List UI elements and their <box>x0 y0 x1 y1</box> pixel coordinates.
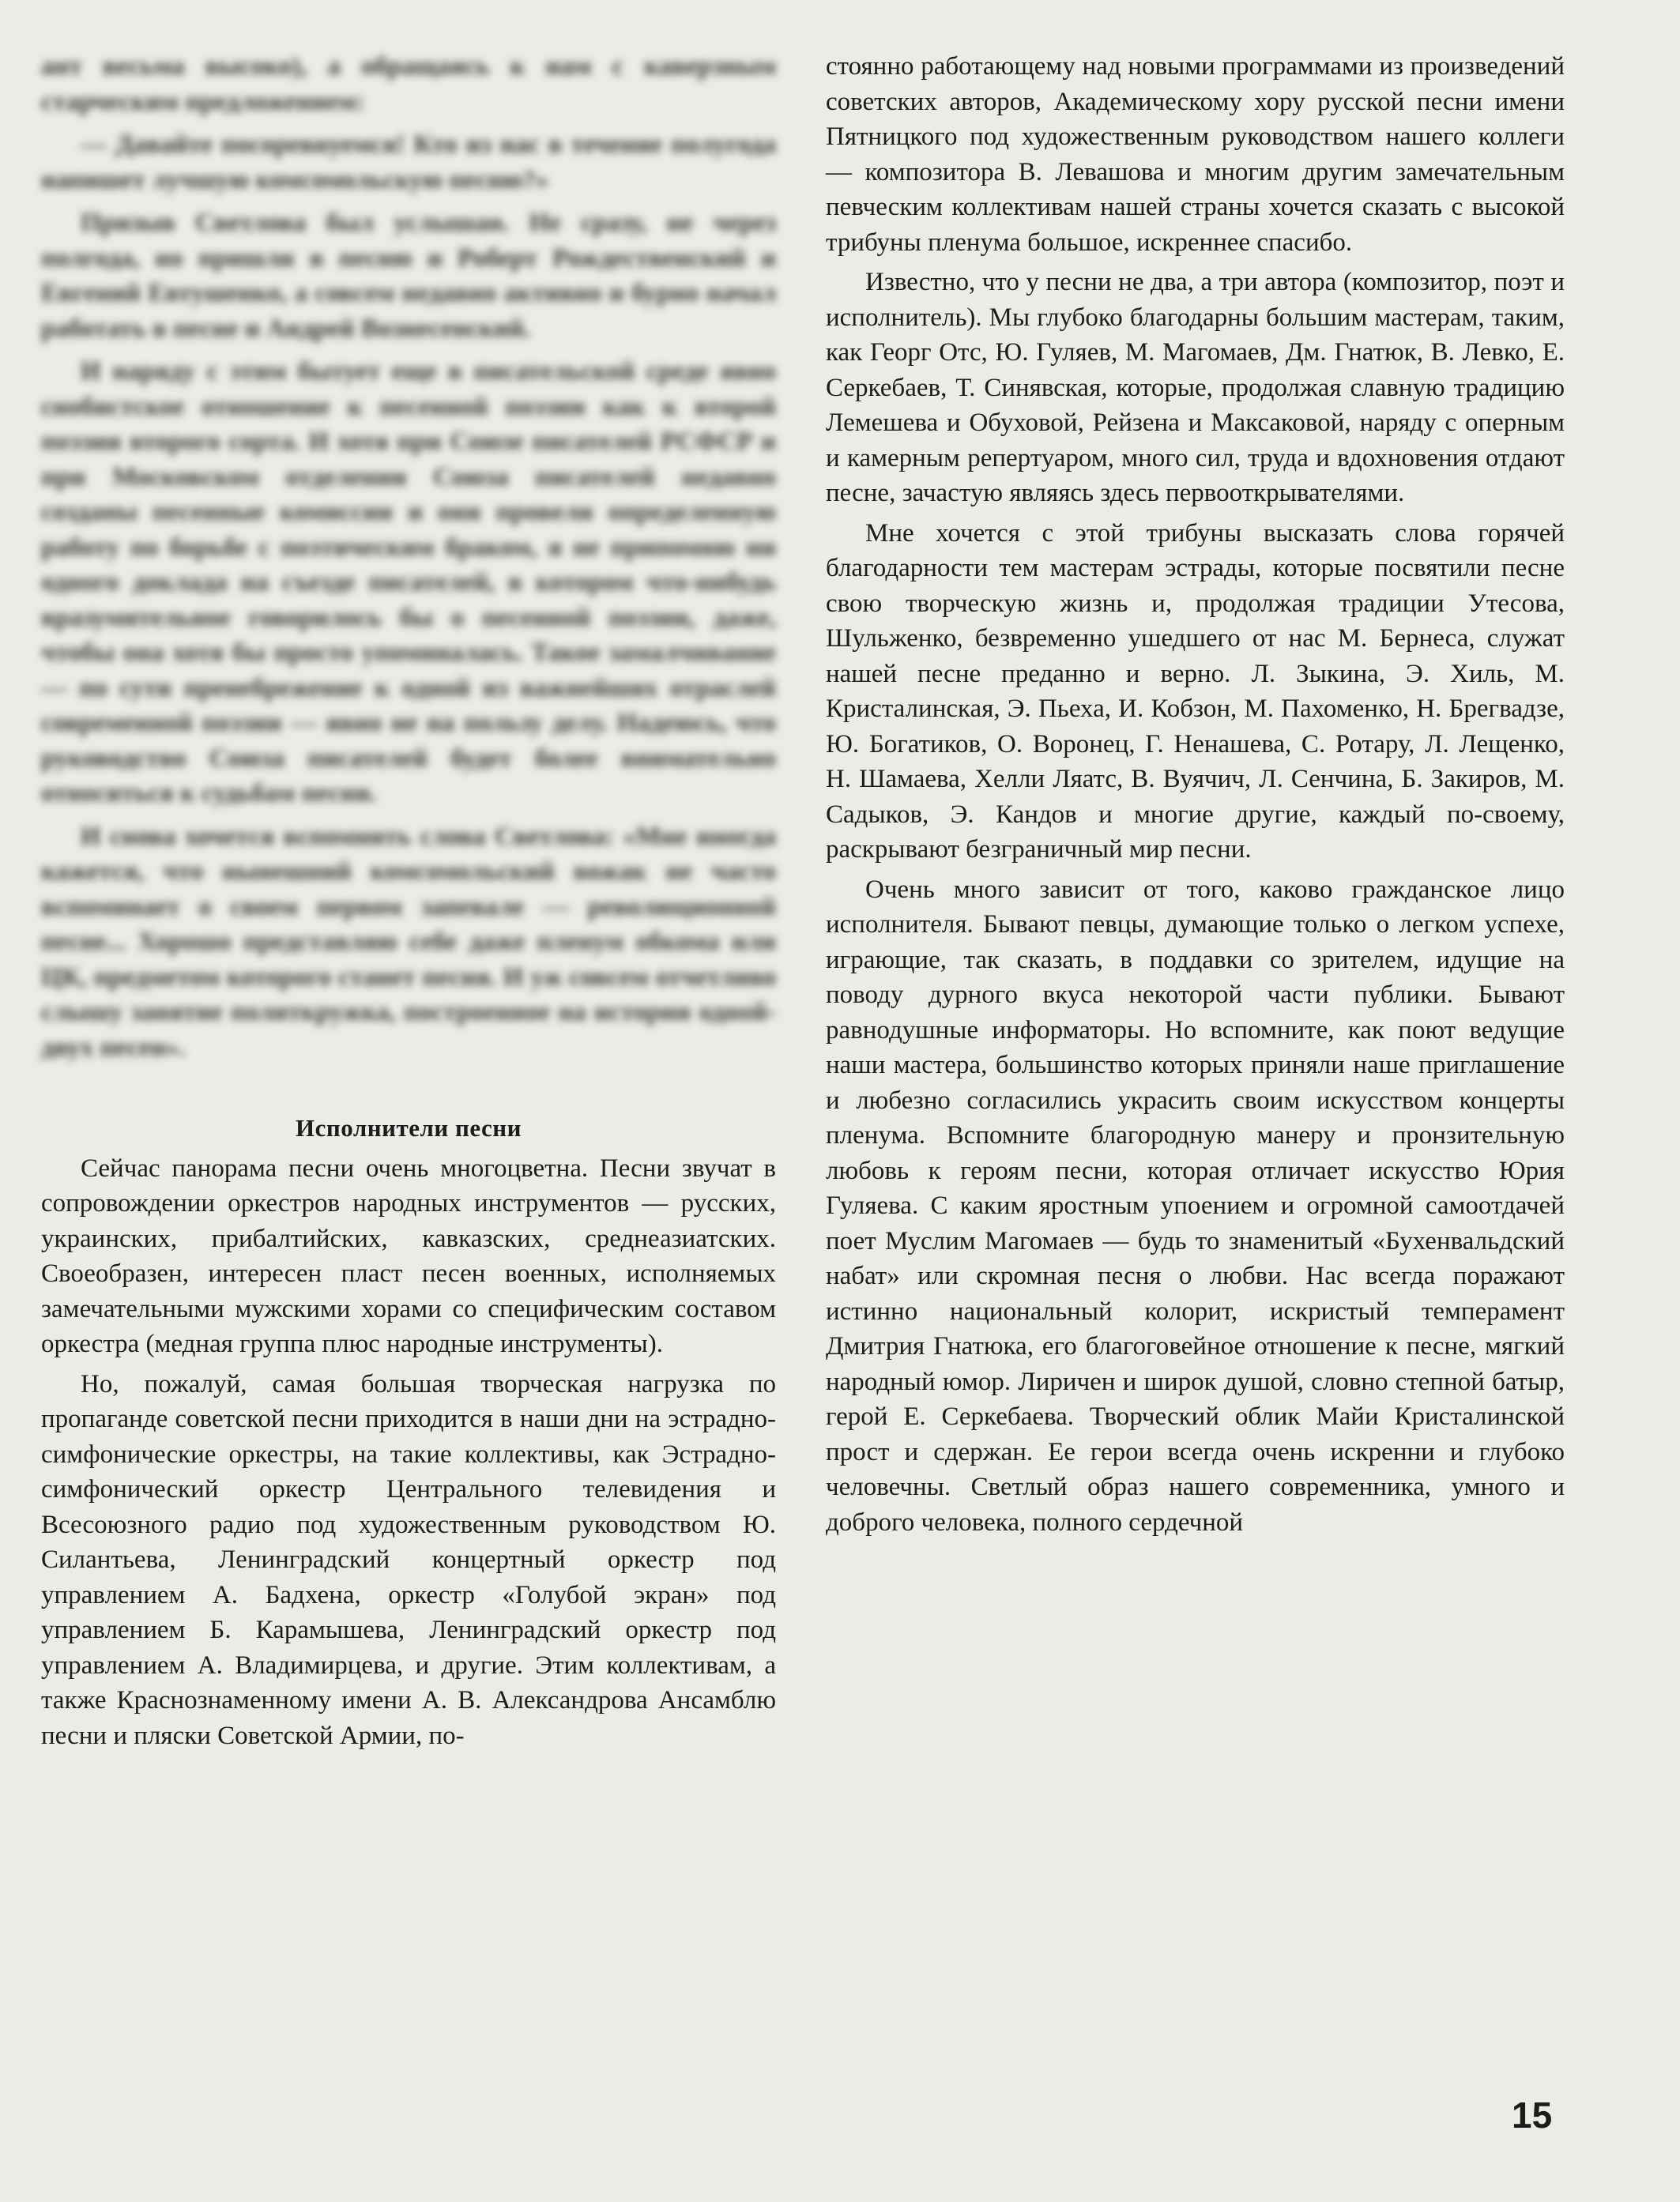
continued-paragraph: стоянно работающему над новыми программами из произведений советских авторов, Академическому хору русской песни имени Пятницкого под художественным руководством нашего коллеги — композитора В. Левашова и многим другим замечательным певческим коллективам нашей страны хочется сказать с высокой трибуны пленума большое, искреннее спасибо. <box>826 52 1565 257</box>
paragraph: Сейчас панорама песни очень многоцветна. Песни звучат в сопровождении оркестров народных инструментов — русских, украинских, прибалтийских, кавказских, среднеазиатских. Своеобразен, интересен пласт песен военных, исполняемых замечательными мужскими хорами со специфическим составом оркестра (медная группа плюс народные инструменты). <box>41 1154 776 1358</box>
blurred-paragraph: ант весьма высоко), а обращаясь к нам с каверзным старческим предложением: <box>41 52 776 116</box>
section-heading: Исполнители песни <box>296 1114 522 1142</box>
right-column <box>826 49 1565 1545</box>
paragraph: Известно, что у песни не два, а три автора (композитор, поэт и исполнитель). Мы глубоко благодарны большим мастерам, таким, как Георг Отс, Ю. Гуляев, М. Магомаев, Дм. Гнатюк, В. Левко, Е. Серкебаев, Т. Синявская, которые, продолжая славную традицию Лемешева и Обуховой, Рейзена и Максаковой, наряду с оперным и камерным репертуаром, много сил, труда и вдохновения отдают песне, зачастую являясь здесь первооткрывателями. <box>826 268 1565 507</box>
left-column <box>41 49 776 1758</box>
page-number: 15 <box>1512 2095 1553 2136</box>
paragraph: Но, пожалуй, самая большая творческая нагрузка по пропаганде советской песни приходится в наши дни на эстрадно-симфонические оркестры, на такие коллективы, как Эстрадно-симфонический оркестр Центрального телевидения и Всесоюзного радио под художественным руководством Ю. Силантьева, Ленинградский концертный оркестр под управлением А. Бадхена, оркестр «Голубой экран» под управлением Б. Карамышева, Ленинградский оркестр под управлением А. Владимирцева, и другие. Этим коллективам, а также Краснознаменному имени А. В. Александрова Ансамблю песни и пляски Советской Армии, по- <box>41 1369 776 1750</box>
blurred-paragraph: И наряду с этим бытует еще в писательской среде явно снобистское отношение к песенной поэзии как к второй поэзии второго сорта. И хотя при Союзе писателей РСФСР и при Московском отделении Союза писателей недавно созданы песенные комиссии и они провели определенную работу по борьбе с поэтическим браком, я не припомню ни одного доклада на съезде писателей, в котором что-нибудь вразумительное говорилось бы о песенной поэзии, даже, чтобы она хотя бы просто упоминалась. Такое замалчивание — по сути пренебрежение к одной из важнейших отраслей современной поэзии — явно не на пользу делу. Надеюсь, что руководство Союза писателей будет более внимательно относиться к судьбам песни. <box>41 357 776 807</box>
blurred-text-block <box>41 49 776 1065</box>
paragraph: Мне хочется с этой трибуны высказать слова горячей благодарности тем мастерам эстрады, которые посвятили песне свою творческую жизнь и, продолжая традиции Утесова, Шульженко, безвременно ушедшего от нас М. Бернеса, служат нашей песне преданно и верно. Л. Зыкина, Э. Хиль, М. Кристалинская, Э. Пьеха, И. Кобзон, М. Пахоменко, Н. Брегвадзе, Ю. Богатиков, О. Воронец, Г. Ненашева, С. Ротару, Л. Лещенко, Н. Шамаева, Хелли Ляатс, В. Вуячич, Л. Сенчина, Б. Закиров, М. Садыков, Э. Кандов и многие другие, каждый по-своему, раскрывают безграничный мир песни. <box>826 518 1565 864</box>
paragraph: Очень много зависит от того, каково гражданское лицо исполнителя. Бывают певцы, думающие только о легком успехе, играющие, так сказать, в поддавки со зрителем, идущие на поводу дурного вкуса некоторой части публики. Бывают равнодушные информаторы. Но вспомните, как поют ведущие наши мастера, большинство которых приняли наше приглашение и любезно согласились украсить своим искусством концерты пленума. Вспомните благородную манеру и пронзительную любовь к героям песни, которая отличает искусство Юрия Гуляева. С каким яростным упоением и огромной самоотдачей поет Муслим Магомаев — будь то знаменитый «Бухенвальдский набат» или скромная песня о любви. Нас всегда поражают истинно национальный колорит, искристый темперамент Дмитрия Гнатюка, его благоговейное отношение к песне, мягкий народный юмор. Лиричен и широк душой, словно степной батыр, герой Е. Серкебаева. Творческий облик Майи Кристалинской прост и сдержан. Ее герои всегда очень искренни и глубоко человечны. Светлый образ нашего современника, умного и доброго человека, полного сердечной <box>826 875 1565 1537</box>
blurred-paragraph: Призыв Светлова был услышан. Не сразу, не через полгода, но пришли в песню и Роберт Рождественский и Евгений Евтушенко, а совсем недавно активно и бурно начал работать в песне и Андрей Вознесенский. <box>41 209 776 343</box>
blurred-paragraph: И снова хочется вспомнить слова Светлова: «Мне иногда кажется, что нынешний комсомольский вожак не часто вспоминает о своем первом запевале — революционной песне... Хорошо представляю себе даже пленум обкома или ЦК, предметом которого станет песня. И уж совсем отчетливо слышу занятие политкружка, построенное на истории одной-двух песен». <box>41 822 776 1062</box>
blurred-paragraph: — Давайте посоревнуемся! Кто из нас в течение полугода напишет лучшую комсомольскую песню?» <box>41 130 776 194</box>
